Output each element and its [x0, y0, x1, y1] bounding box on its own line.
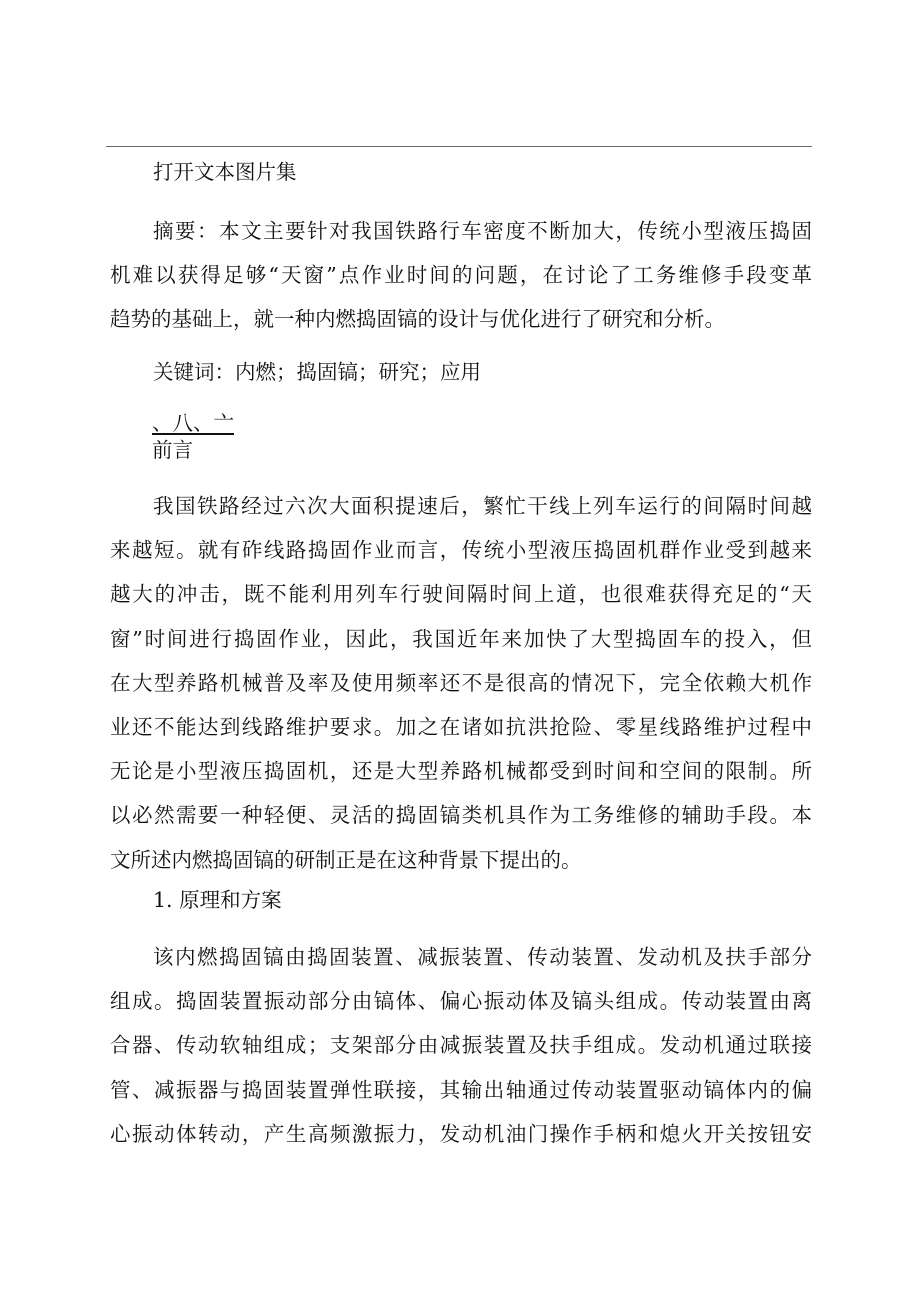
principle-line: 管、减振器与捣固装置弹性联接，其输出轴通过传动装置驱动镐体内的偏: [110, 1077, 812, 1102]
abstract-line: 摘要：本文主要针对我国铁路行车密度不断加大，传统小型液压捣固: [153, 219, 812, 243]
keywords-line: 关键词：内燃；捣固镐；研究；应用: [153, 360, 481, 384]
abstract-line: 趋势的基础上，就一种内燃捣固镐的设计与优化进行了研究和分析。: [110, 307, 725, 332]
intro-line: 在大型养路机械普及率及使用频率还不是很高的情况下，完全依赖大机作: [110, 670, 812, 695]
section-title-principle: 1. 原理和方案: [153, 888, 282, 912]
garbled-fragment: 、八、亠: [152, 411, 234, 435]
intro-line: 来越短。就有砟线路捣固作业而言，传统小型液压捣固机群作业受到越来: [110, 538, 812, 563]
principle-paragraph: [110, 935, 812, 1156]
intro-line: 以必然需要一种轻便、灵活的捣固镐类机具作为工务维修的辅助手段。本: [110, 803, 812, 828]
principle-line: 心振动体转动，产生高频激振力，发动机油门操作手柄和熄火开关按钮安: [110, 1121, 812, 1146]
principle-line: 该内燃捣固镐由捣固装置、减振装置、传动装置、发动机及扶手部分: [153, 945, 812, 969]
header-divider: [106, 146, 812, 147]
intro-line: 无论是小型液压捣固机，还是大型养路机械都受到时间和空间的限制。所: [110, 759, 812, 784]
principle-line: 组成。捣固装置振动部分由镐体、偏心振动体及镐头组成。传动装置由离: [110, 989, 812, 1014]
intro-line: 业还不能达到线路维护要求。加之在诸如抗洪抢险、零星线路维护过程中: [110, 715, 812, 740]
open-gallery-link[interactable]: 打开文本图片集: [153, 160, 297, 184]
intro-line: 文所述内燃捣固镐的研制正是在这种背景下提出的。: [110, 847, 582, 872]
abstract-line: 机难以获得足够“天窗”点作业时间的问题，在讨论了工务维修手段变革: [110, 263, 812, 288]
intro-line: 窗”时间进行捣固作业，因此，我国近年来加快了大型捣固车的投入，但: [110, 626, 812, 651]
intro-line: 越大的冲击，既不能利用列车行驶间隔时间上道，也很难获得充足的“天: [110, 582, 812, 607]
abstract-paragraph: [110, 209, 812, 342]
intro-line: 我国铁路经过六次大面积提速后，繁忙干线上列车运行的间隔时间越: [153, 494, 812, 518]
principle-line: 合器、传动软轴组成；支架部分由减振装置及扶手组成。发动机通过联接: [110, 1033, 812, 1058]
intro-paragraph: [110, 484, 812, 882]
section-title-intro: 前言: [152, 438, 193, 462]
